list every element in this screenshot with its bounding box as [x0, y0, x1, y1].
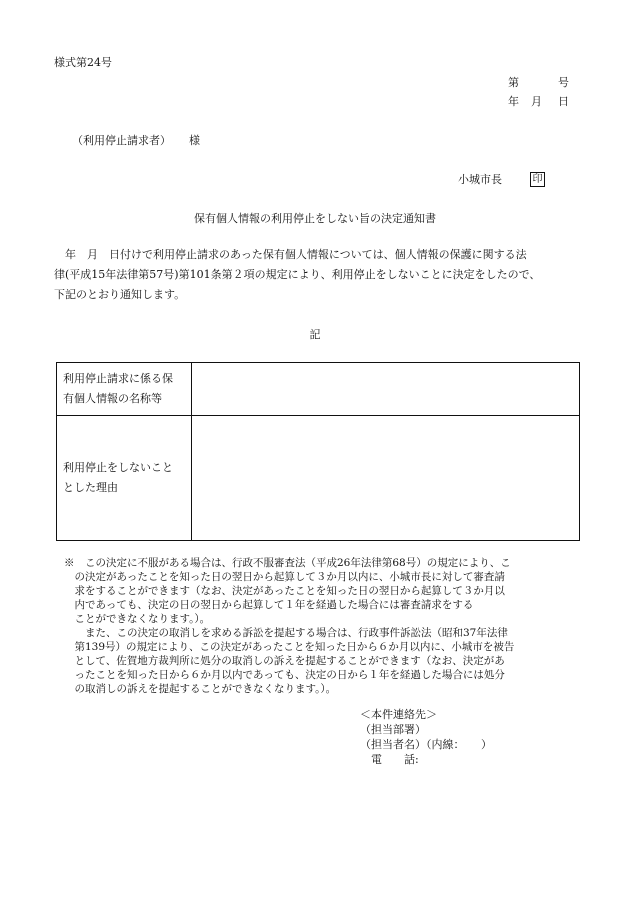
note-line: として、佐賀地方裁判所に処分の取消しの訴えを提起することができます（なお、決定があ — [64, 655, 505, 667]
document-number-label: 第 — [508, 76, 519, 89]
table-row — [57, 363, 580, 416]
note-line: 内であっても、決定の日の翌日から起算して１年を経過した場合には審査請求をする — [64, 599, 474, 611]
table-row — [57, 416, 580, 541]
contact-heading: ＜本件連絡先＞ — [360, 708, 437, 721]
note-line: の取消しの訴えを提起することができなくなります。）。 — [64, 683, 337, 695]
seal-box: 印 — [530, 172, 545, 187]
body-line: 年 月 日付けで利用停止請求のあった保有個人情報については、個人情報の保護に関する法 — [54, 248, 527, 261]
document-number-suffix: 号 — [558, 76, 569, 89]
table-label-line: 利用停止をしないこと — [63, 461, 173, 474]
table-label-cell — [57, 363, 192, 416]
note-line: 求をすることができます（なお、決定があったことを知った日の翌日から起算して３か月以 — [64, 585, 505, 597]
table-label-cell — [57, 416, 192, 541]
table-label-line: とした理由 — [63, 481, 118, 494]
contact-block — [360, 707, 492, 767]
note-line: の決定があったことを知った日の翌日から起算して３か月以内に、小城市長に対して審査請 — [64, 571, 505, 583]
note-line: 第139号）の規定により、この決定があったことを知った日から６か月以内に、小城市を被告 — [64, 641, 515, 653]
contact-phone: 電 話: — [360, 753, 419, 766]
date-year-label: 年 — [508, 95, 519, 108]
notes — [64, 556, 584, 696]
date-month-label: 月 — [531, 95, 542, 108]
body-line: 下記のとおり通知します。 — [54, 288, 186, 301]
table-label-line: 有個人情報の名称等 — [63, 392, 162, 405]
ki-heading: 記 — [309, 328, 321, 341]
note-line: ※ この決定に不服がある場合は、行政不服審査法（平成26年法律第68号）の規定により、こ — [64, 557, 511, 569]
note-line: ことができなくなります。）。 — [64, 613, 211, 625]
addressee-name: （利用停止請求者） — [72, 134, 171, 147]
addressee-honorific: 様 — [189, 134, 200, 147]
issuer-title: 小城市長 — [458, 173, 502, 186]
body-line: 律(平成15年法律第57号)第101条第２項の規定により、利用停止をしないことに決定をしたので、 — [54, 268, 541, 281]
contact-department: （担当部署） — [360, 723, 426, 736]
note-line: ったことを知った日から６か月以内であっても、決定の日から１年を経過した場合には処分 — [64, 669, 505, 681]
form-number: 様式第24号 — [54, 56, 112, 69]
table-value-cell — [192, 416, 580, 541]
table-value-cell — [192, 363, 580, 416]
info-table — [56, 362, 580, 541]
document-title: 保有個人情報の利用停止をしない旨の決定通知書 — [194, 212, 436, 225]
note-line: また、この決定の取消しを求める訴訟を提起する場合は、行政事件訴訟法（昭和37年法律 — [64, 627, 508, 639]
contact-person: （担当者名）（内線： ） — [360, 738, 492, 751]
table-label-line: 利用停止請求に係る保 — [63, 372, 173, 385]
date-day-label: 日 — [558, 95, 569, 108]
body-text — [54, 245, 577, 305]
